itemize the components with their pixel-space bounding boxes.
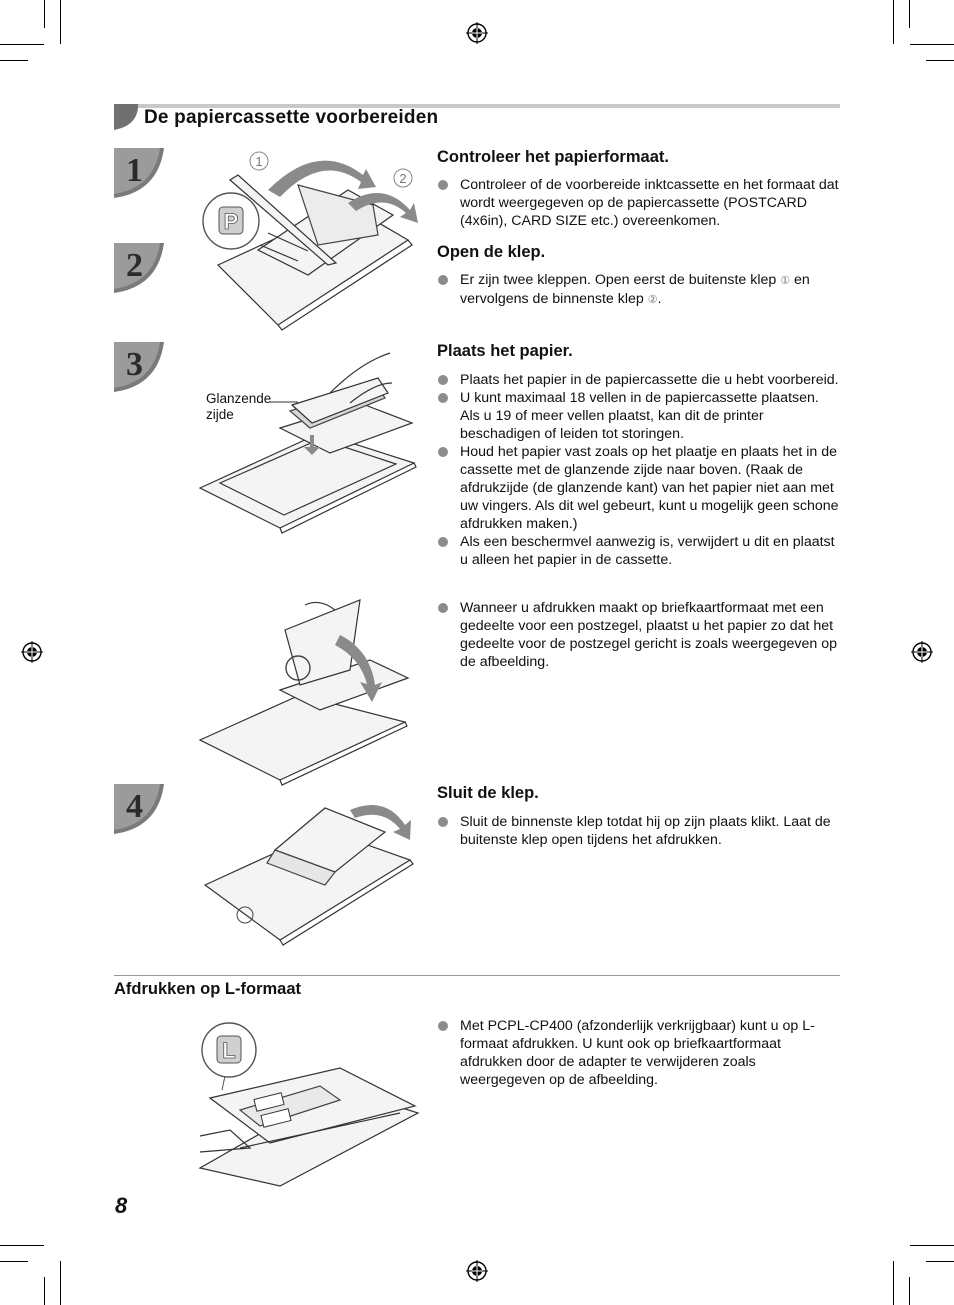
crop-mark xyxy=(0,1261,28,1262)
svg-text:1: 1 xyxy=(255,154,263,169)
step-badge-1: 1 xyxy=(114,148,166,198)
illustration-postcard-orientation xyxy=(200,600,410,785)
crop-mark xyxy=(44,1277,45,1305)
step-4-heading: Sluit de klep. xyxy=(437,784,539,802)
svg-text:2: 2 xyxy=(399,171,407,186)
marker-1-icon: ① xyxy=(780,275,791,287)
list-item: Als een beschermvel aanwezig is, verwijdert u dit en plaatst u alleen het papier in de cassette. xyxy=(437,533,841,569)
crop-mark xyxy=(893,1261,894,1305)
crop-mark xyxy=(910,1245,954,1246)
crop-mark xyxy=(909,0,910,28)
crop-mark xyxy=(909,1277,910,1305)
glossy-side-label: Glanzende zijde xyxy=(206,391,272,422)
l-format-title: Afdrukken op L-formaat xyxy=(114,980,302,998)
list-item: Sluit de binnenste klep totdat hij op zijn plaats klikt. Laat de buitenste klep open tijdens het afdrukken. xyxy=(437,813,841,849)
registration-mark-icon xyxy=(466,1260,488,1282)
crop-mark xyxy=(893,0,894,44)
page-number: 8 xyxy=(115,1193,128,1218)
illustration-close-cover xyxy=(205,800,415,945)
crop-mark xyxy=(0,60,28,61)
section-marker-icon xyxy=(114,104,138,130)
crop-mark xyxy=(44,0,45,28)
crop-mark xyxy=(0,1245,44,1246)
list-item: Er zijn twee kleppen. Open eerst de buitenste klep ① en vervolgens de binnenste klep ②. xyxy=(437,271,841,309)
list-item: Met PCPL-CP400 (afzonderlijk verkrijgbaar) kunt u op L-formaat afdrukken. U kunt ook op briefkaartformaat afdrukken door de adapter te verwijderen zoals weergegeven op de afbeelding. xyxy=(437,1017,841,1089)
step-badge-4: 4 xyxy=(114,784,166,834)
registration-mark-icon xyxy=(21,641,43,663)
crop-mark xyxy=(926,1261,954,1262)
step-1-heading: Controleer het papierformaat. xyxy=(437,148,669,166)
l-badge-icon: L xyxy=(222,1038,236,1063)
crop-mark xyxy=(926,60,954,61)
step-2-bullets xyxy=(437,271,841,309)
section-title: De papiercassette voorbereiden xyxy=(144,107,439,128)
step-2-heading: Open de klep. xyxy=(437,243,546,261)
step-badge-2: 2 xyxy=(114,243,166,293)
p-badge-icon: P xyxy=(223,209,239,234)
subsection-rule xyxy=(114,975,840,976)
illustration-open-cover xyxy=(198,145,420,330)
crop-mark xyxy=(0,44,44,45)
crop-mark xyxy=(60,1261,61,1305)
step-3-heading: Plaats het papier. xyxy=(437,342,573,360)
step-4-bullets xyxy=(437,813,841,849)
l-format-bullets xyxy=(437,1017,841,1089)
step-3-extra-bullets xyxy=(437,599,841,671)
step-badge-3: 3 xyxy=(114,342,166,392)
marker-2-icon: ② xyxy=(647,294,658,306)
list-item: Plaats het papier in de papiercassette die u hebt voorbereid. xyxy=(437,371,841,389)
list-item: Wanneer u afdrukken maakt op briefkaartformaat met een gedeelte voor een postzegel, plaatst u het papier zo dat het gedeelte voor de postzegel gericht is zoals weergegeven op de afbeelding. xyxy=(437,599,841,671)
list-item: Houd het papier vast zoals op het plaatje en plaats het in de cassette met de glanzende zijde naar boven. (Raak de afdrukzijde (de glanzende kant) van het papier niet aan met uw vingers. Als dit wel gebeurt, kunt u mogelijk geen schone afdrukken maken.) xyxy=(437,443,841,533)
list-item: U kunt maximaal 18 vellen in de papiercassette plaatsen. Als u 19 of meer vellen plaatst, kan dit de printer beschadigen of leiden tot storingen. xyxy=(437,389,841,443)
crop-mark xyxy=(910,44,954,45)
crop-mark xyxy=(60,0,61,44)
registration-mark-icon xyxy=(466,22,488,44)
step-1-bullets xyxy=(437,176,841,230)
illustration-insert-paper xyxy=(200,343,418,533)
registration-mark-icon xyxy=(911,641,933,663)
list-item: Controleer of de voorbereide inktcassette en het formaat dat wordt weergegeven op de papiercassette (POSTCARD (4x6in), CARD SIZE etc.) overeenkomen. xyxy=(437,176,841,230)
illustration-l-format-adapter xyxy=(200,1018,420,1190)
step-3-bullets xyxy=(437,371,841,569)
